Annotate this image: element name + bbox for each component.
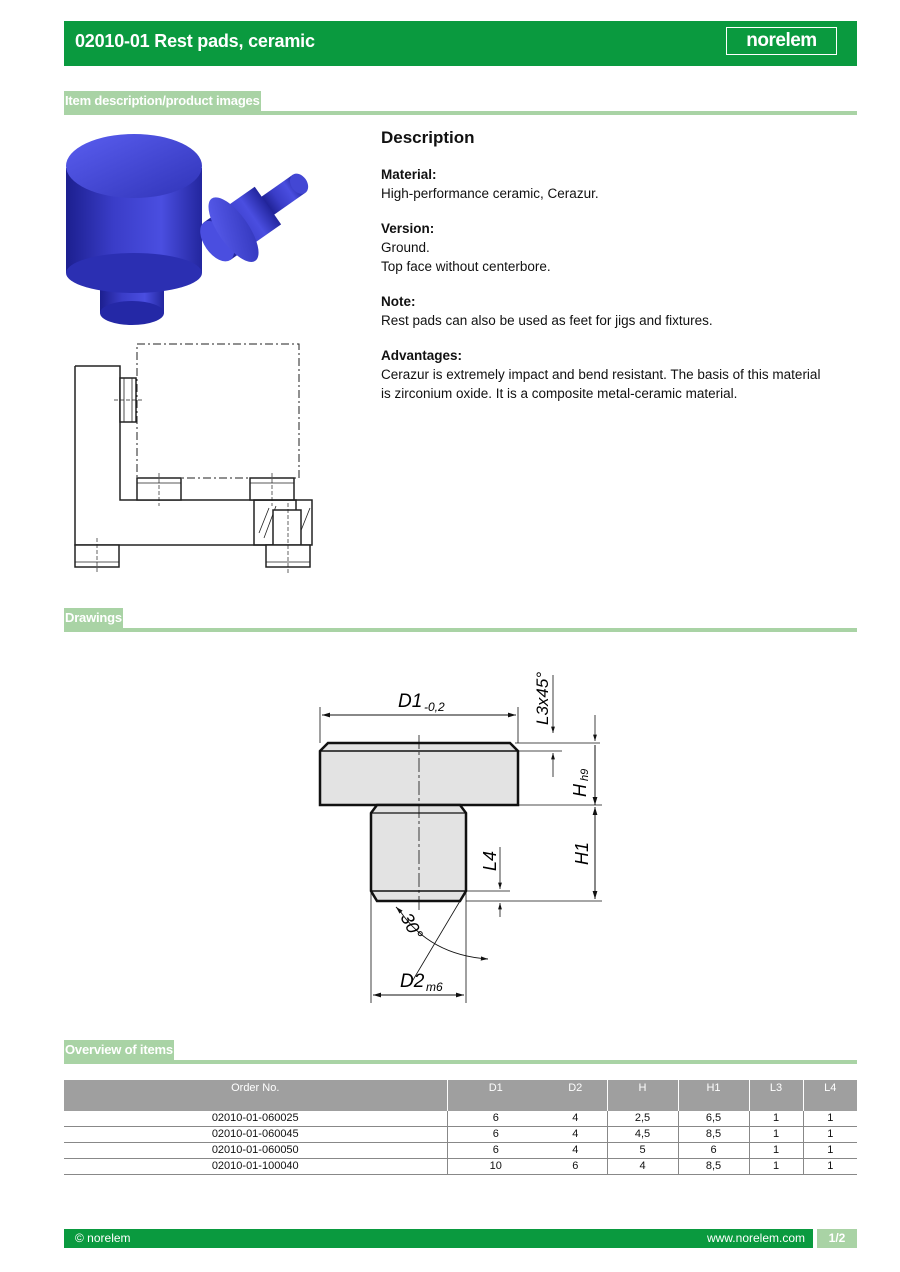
advantages-block — [381, 346, 831, 403]
cell-l3: 1 — [749, 1127, 803, 1143]
cell-d1: 10 — [447, 1159, 544, 1175]
d1-label: D1 — [398, 691, 423, 712]
cell-l3: 1 — [749, 1111, 803, 1127]
table-row — [64, 1111, 857, 1127]
header-d1: D1 — [447, 1080, 544, 1111]
header-d2: D2 — [544, 1080, 607, 1111]
h-tolerance: h9 — [579, 768, 591, 781]
section-label: Drawings — [64, 608, 123, 628]
cell-d1: 6 — [447, 1127, 544, 1143]
technical-drawing — [300, 655, 620, 1015]
table-row — [64, 1159, 857, 1175]
h1-label: H1 — [572, 841, 592, 865]
table-row — [64, 1143, 857, 1159]
order-no: 02010-01-100040 — [64, 1159, 447, 1175]
cell-d2: 4 — [544, 1143, 607, 1159]
cell-h: 5 — [607, 1143, 678, 1159]
note-text: Rest pads can also be used as feet for jigs and fixtures. — [381, 313, 713, 328]
cell-h: 4 — [607, 1159, 678, 1175]
cell-l3: 1 — [749, 1143, 803, 1159]
header-h: H — [607, 1080, 678, 1111]
l4-label: L4 — [480, 850, 500, 871]
page-number: 1/2 — [817, 1229, 857, 1248]
version-block — [381, 219, 831, 276]
header-l4: L4 — [803, 1080, 857, 1111]
product-photo — [64, 128, 344, 338]
version-heading: Version: — [381, 221, 435, 236]
cell-h1: 8,5 — [678, 1159, 749, 1175]
cell-l4: 1 — [803, 1127, 857, 1143]
description-title: Description — [381, 128, 475, 147]
page-footer — [64, 1229, 857, 1248]
header-l3: L3 — [749, 1080, 803, 1111]
table-row — [64, 1127, 857, 1143]
section-drawings — [64, 608, 857, 632]
material-text: High-performance ceramic, Cerazur. — [381, 186, 599, 201]
description-panel — [381, 128, 831, 419]
section-overview — [64, 1040, 857, 1064]
cell-d1: 6 — [447, 1111, 544, 1127]
header-h1: H1 — [678, 1080, 749, 1111]
cell-h1: 6,5 — [678, 1111, 749, 1127]
table-header-row — [64, 1080, 857, 1111]
cell-d2: 6 — [544, 1159, 607, 1175]
section-item-description — [64, 91, 857, 115]
cell-l3: 1 — [749, 1159, 803, 1175]
l3-label: L3x45° — [533, 671, 552, 725]
d1-tolerance: -0,2 — [424, 700, 445, 714]
section-label: Overview of items — [64, 1040, 174, 1060]
application-drawing — [64, 338, 324, 588]
cell-h: 4,5 — [607, 1127, 678, 1143]
order-no: 02010-01-060045 — [64, 1127, 447, 1143]
advantages-text: Cerazur is extremely impact and bend resistant. The basis of this material is zirconium oxide. It is a composite metal-ceramic material. — [381, 367, 821, 401]
angle-label: 30° — [396, 909, 427, 943]
cell-d1: 6 — [447, 1143, 544, 1159]
header-order-no: Order No. — [64, 1080, 447, 1111]
cell-d2: 4 — [544, 1111, 607, 1127]
section-label: Item description/product images — [64, 91, 261, 111]
cell-l4: 1 — [803, 1143, 857, 1159]
order-no: 02010-01-060025 — [64, 1111, 447, 1127]
d2-tolerance: m6 — [426, 980, 443, 994]
cell-l4: 1 — [803, 1111, 857, 1127]
page-title: 02010-01 Rest pads, ceramic — [75, 31, 315, 51]
website-link[interactable]: www.norelem.com — [706, 1231, 805, 1245]
order-no: 02010-01-060050 — [64, 1143, 447, 1159]
copyright: © norelem — [75, 1231, 131, 1245]
cell-l4: 1 — [803, 1159, 857, 1175]
page-header — [64, 21, 857, 66]
material-block — [381, 165, 831, 203]
cell-h1: 6 — [678, 1143, 749, 1159]
cell-h1: 8,5 — [678, 1127, 749, 1143]
material-heading: Material: — [381, 167, 437, 182]
cell-d2: 4 — [544, 1127, 607, 1143]
items-table — [64, 1080, 857, 1175]
norelem-logo: norelem — [726, 27, 837, 55]
h-label: H — [570, 784, 590, 797]
note-block — [381, 292, 831, 330]
version-line-2: Top face without centerbore. — [381, 259, 551, 274]
d2-label: D2 — [400, 971, 425, 992]
cell-h: 2,5 — [607, 1111, 678, 1127]
note-heading: Note: — [381, 294, 416, 309]
version-line-1: Ground. — [381, 240, 430, 255]
advantages-heading: Advantages: — [381, 348, 463, 363]
